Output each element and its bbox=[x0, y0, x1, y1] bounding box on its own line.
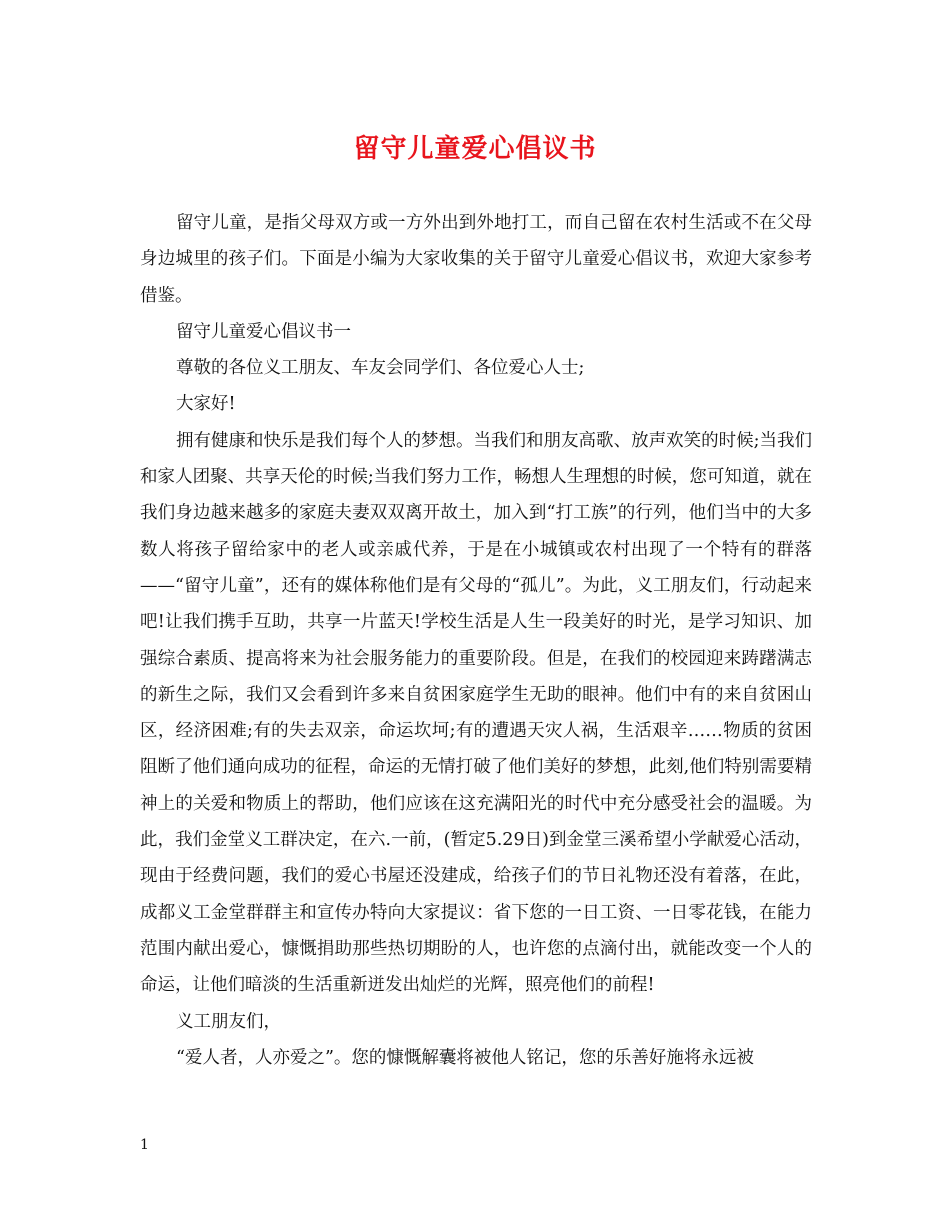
closing-paragraph: “爱人者，人亦爱之”。您的慷慨解囊将被他人铭记，您的乐善好施将永远被 bbox=[176, 1047, 754, 1068]
section-heading: 留守儿童爱心倡议书一 bbox=[176, 321, 351, 342]
document-title: 留守儿童爱心倡议书 bbox=[353, 134, 597, 164]
document-body bbox=[140, 205, 812, 1076]
page-number: 1 bbox=[140, 1137, 149, 1153]
address-line: 义工朋友们， bbox=[176, 1011, 281, 1032]
intro-paragraph: 留守儿童，是指父母双方或一方外出到外地打工，而自己留在农村生活或不在父母身边城里的孩子们。下面是小编为大家收集的关于留守儿童爱心倡议书，欢迎大家参考借鉴。 bbox=[140, 213, 812, 306]
salutation: 尊敬的各位义工朋友、车友会同学们、各位爱心人士; bbox=[176, 358, 585, 379]
greeting: 大家好! bbox=[176, 394, 236, 415]
main-paragraph: 拥有健康和快乐是我们每个人的梦想。当我们和朋友高歌、放声欢笑的时候;当我们和家人团聚、共享天伦的时候;当我们努力工作，畅想人生理想的时候，您可知道，就在我们身边越来越多的家庭夫妻双双离开故土，加入到“打工族”的行列，他们当中的大多数人将孩子留给家中的老人或亲戚代养，于是在小城镇或农村出现了一个特有的群落——“留守儿童”，还有的媒体称他们是有父母的“孤儿”。为此，义工朋友们，行动起来吧!让我们携手互助，共享一片蓝天!学校生活是人生一段美好的时光，是学习知识、加强综合素质、提高将来为社会服务能力的重要阶段。但是，在我们的校园迎来踌躇满志的新生之际，我们又会看到许多来自贫困家庭学生无助的眼神。他们中有的来自贫困山区，经济困难;有的失去双亲，命运坎坷;有的遭遇天灾人祸，生活艰辛……物质的贫困阻断了他们通向成功的征程，命运的无情打破了他们美好的梦想，此刻,他们特别需要精神上的关爱和物质上的帮助，他们应该在这充满阳光的时代中充分感受社会的温暖。为此，我们金堂义工群决定，在六.一前，(暂定5.29日)到金堂三溪希望小学献爱心活动，现由于经费问题，我们的爱心书屋还没建成，给孩子们的节日礼物还没有着落，在此，成都义工金堂群群主和宣传办特向大家提议：省下您的一日工资、一日零花钱，在能力范围内献出爱心，慷慨捐助那些热切期盼的人，也许您的点滴付出，就能改变一个人的命运，让他们暗淡的生活重新迸发出灿烂的光辉，照亮他们的前程! bbox=[140, 430, 812, 996]
